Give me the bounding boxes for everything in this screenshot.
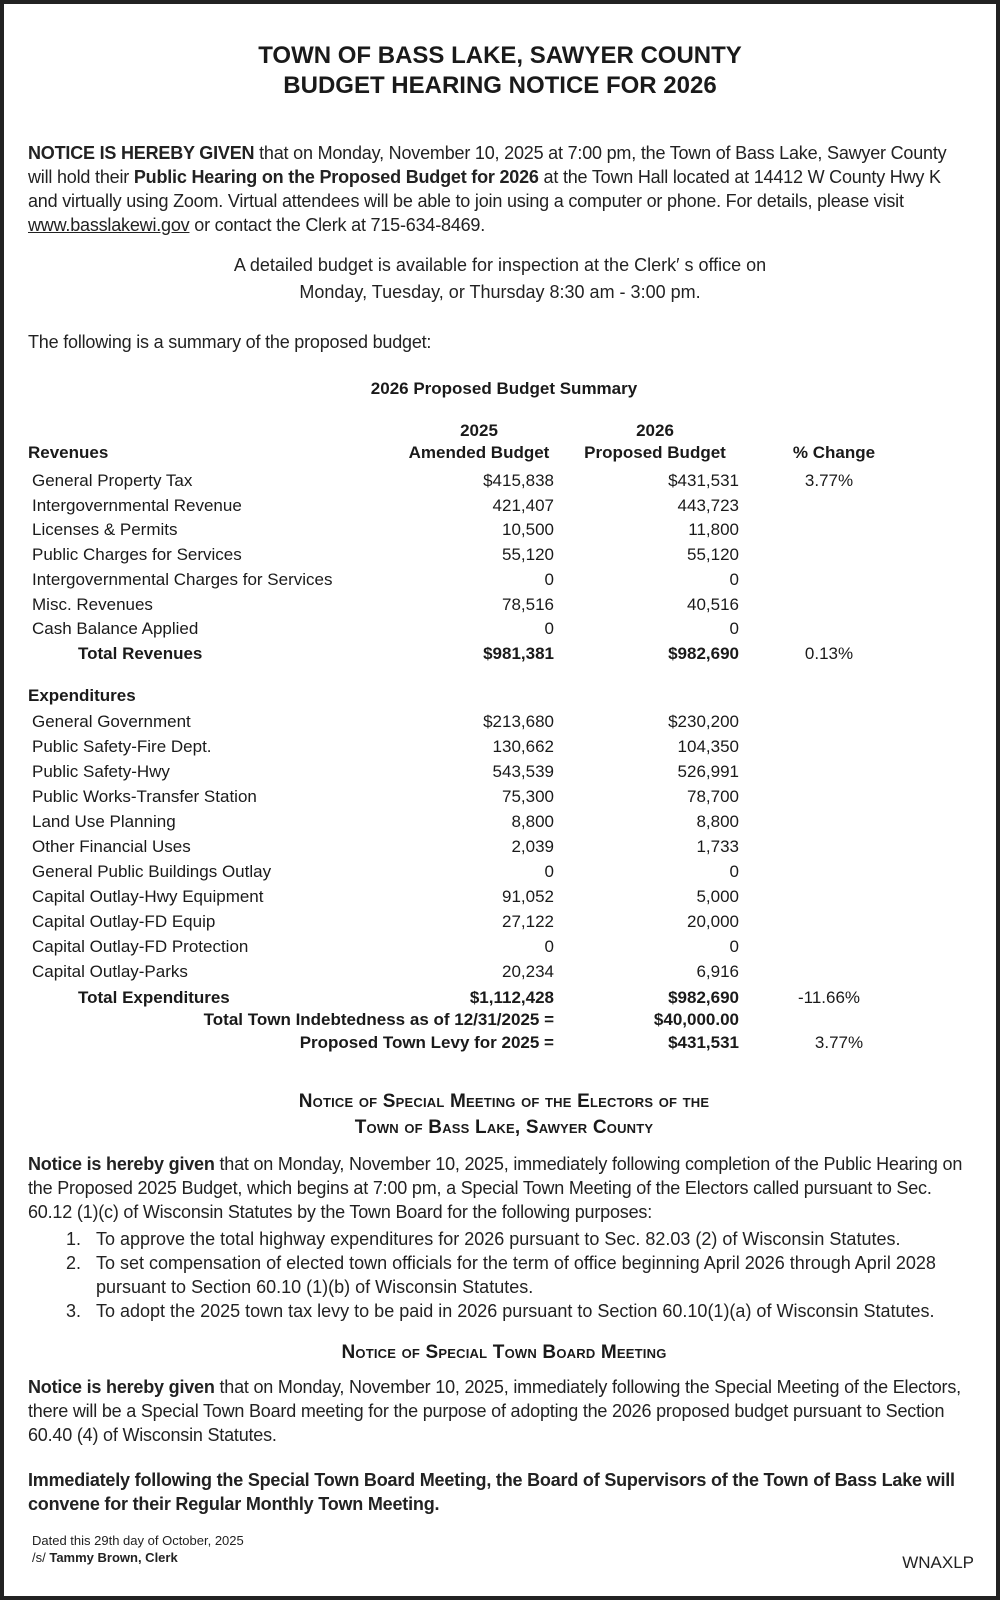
row-label: Cash Balance Applied — [32, 619, 199, 639]
special-meeting-lead: Notice is hereby given — [28, 1154, 215, 1174]
total-revenues-row — [4, 641, 996, 666]
row-proposed-2026: 11,800 — [688, 520, 739, 540]
row-amended-2025: 20,234 — [502, 962, 554, 981]
row-change: -11.66% — [797, 988, 861, 1007]
table-row — [4, 542, 996, 567]
table-row — [4, 834, 996, 859]
row-proposed-2026: 443,723 — [677, 495, 739, 515]
row-proposed-2026: 20,000 — [687, 912, 739, 931]
row-label: General Government — [32, 712, 191, 731]
row-value: $40,000.00 — [653, 1010, 739, 1029]
table-row — [4, 959, 996, 984]
row-label: General Property Tax — [32, 471, 193, 490]
row-label: Public Safety-Fire Dept. — [32, 737, 212, 756]
row-label: Public Safety-Hwy — [32, 762, 170, 781]
row-label: Other Financial Uses — [32, 837, 191, 856]
intro-text-2: at the Town Hall located at 14412 W County Hwy K and virtually using Zoom. Virtual attendees will be able to join using a computer or phone. For details, please visit — [28, 167, 941, 211]
row-amended-2025: $981,381 — [483, 644, 554, 663]
publication-code: WNAXLP — [902, 1553, 974, 1572]
row-proposed-2026: 0 — [729, 569, 739, 589]
intro-text-3: or contact the Clerk at 715-634-8469. — [189, 215, 486, 235]
row-amended-2025: 0 — [544, 569, 554, 589]
special-meeting-title-2: Town of Bass Lake, Sawyer County — [354, 1117, 654, 1138]
row-proposed-2026: 0 — [729, 862, 739, 881]
table-row — [4, 616, 996, 641]
col3-label-header: % Change — [792, 443, 876, 462]
row-amended-2025: 75,300 — [502, 787, 554, 806]
row-amended-2025: $213,680 — [483, 712, 554, 731]
special-meeting-text: that on Monday, November 10, 2025, immediately following completion of the Public Hearing on the Proposed 2025 Budget, which begins at 7:00 pm, a Special Town Meeting of the Electors called pursuant to Sec. 60.12 (1)(c) of Wisconsin Statutes by the Town Board for the following purposes: — [28, 1154, 963, 1222]
row-label: Proposed Town Levy for 2025 = — [299, 1033, 554, 1052]
row-proposed-2026: $982,690 — [668, 988, 739, 1007]
row-amended-2025: 91,052 — [502, 887, 554, 906]
row-change: 3.77% — [814, 1033, 864, 1052]
row-amended-2025: 8,800 — [511, 812, 554, 831]
closing-statement: Immediately following the Special Town Board Meeting, the Board of Supervisors of the Town of Bass Lake will convene for their Regular Monthly Town Meeting. — [28, 1470, 955, 1514]
row-proposed-2026: $230,200 — [668, 712, 739, 731]
row-change: 0.13% — [804, 644, 854, 663]
row-label: Capital Outlay-FD Equip — [32, 912, 216, 931]
table-row — [4, 784, 996, 809]
row-proposed-2026: 104,350 — [677, 737, 739, 756]
indebtedness-row — [4, 1007, 996, 1032]
summary-intro: The following is a summary of the proposed budget: — [28, 332, 432, 352]
row-label: Intergovernmental Charges for Services — [32, 569, 333, 589]
row-proposed-2026: 78,700 — [687, 787, 739, 806]
intro-paragraph — [28, 141, 968, 237]
row-value: $431,531 — [668, 1033, 739, 1052]
signature-line: /s/ Tammy Brown, Clerk — [32, 1550, 178, 1565]
table-row — [4, 934, 996, 959]
row-amended-2025: 130,662 — [492, 737, 554, 756]
row-proposed-2026: 1,733 — [696, 837, 739, 856]
table-row — [4, 567, 996, 592]
dated-line: Dated this 29th day of October, 2025 — [32, 1533, 244, 1548]
row-label: Intergovernmental Revenue — [32, 495, 242, 515]
special-meeting-paragraph — [28, 1152, 968, 1224]
row-change: 3.77% — [804, 471, 854, 490]
row-amended-2025: 78,516 — [502, 594, 554, 614]
table-row — [4, 759, 996, 784]
row-label: Total Town Indebtedness as of 12/31/2025 = — [203, 1010, 554, 1029]
intro-text-1: that on Monday, November 10, 2025 at 7:00 pm, the Town of Bass Lake, Sawyer County will hold their — [28, 143, 947, 187]
row-amended-2025: 0 — [544, 862, 554, 881]
table-row — [4, 468, 996, 493]
table-row — [4, 809, 996, 834]
table-row — [4, 859, 996, 884]
row-label: Land Use Planning — [32, 812, 176, 831]
inspection-line-2: Monday, Tuesday, or Thursday 8:30 am - 3:00 pm. — [299, 282, 701, 302]
row-proposed-2026: 40,516 — [687, 594, 739, 614]
row-label: Capital Outlay-Hwy Equipment — [32, 887, 264, 906]
row-label: Misc. Revenues — [32, 594, 153, 614]
intro-bold-2: Public Hearing on the Proposed Budget for 2026 — [133, 167, 539, 187]
revenues-header: Revenues — [28, 443, 109, 462]
table-row — [4, 517, 996, 542]
row-proposed-2026: 526,991 — [677, 762, 739, 781]
col1-label-header: Amended Budget — [408, 443, 550, 462]
row-label: Public Charges for Services — [32, 545, 242, 565]
board-meeting-text: that on Monday, November 10, 2025, immediately following the Special Meeting of the Electors, there will be a Special Town Board meeting for the purpose of adopting the 2026 proposed budget pursuant to Section 60.40 (4) of Wisconsin Statutes. — [28, 1377, 961, 1445]
purposes-list — [60, 1227, 970, 1323]
list-item: 1. To approve the total highway expenditures for 2026 pursuant to Sec. 82.03 (2) of Wisconsin Statutes. — [66, 1229, 901, 1249]
row-label: Public Works-Transfer Station — [32, 787, 257, 806]
board-meeting-title: Notice of Special Town Board Meeting — [341, 1342, 667, 1363]
table-row — [4, 709, 996, 734]
row-amended-2025: 421,407 — [492, 495, 554, 515]
row-label: General Public Buildings Outlay — [32, 862, 272, 881]
row-proposed-2026: 0 — [729, 937, 739, 956]
row-proposed-2026: 5,000 — [696, 887, 739, 906]
row-amended-2025: $415,838 — [483, 471, 554, 490]
expenditures-header: Expenditures — [28, 686, 136, 705]
row-proposed-2026: $982,690 — [668, 644, 739, 663]
col1-year-header: 2025 — [460, 421, 498, 440]
row-proposed-2026: 6,916 — [696, 962, 739, 981]
budget-notice-page — [4, 4, 996, 1596]
row-amended-2025: $1,112,428 — [469, 988, 554, 1007]
row-amended-2025: 27,122 — [502, 912, 554, 931]
col2-year-header: 2026 — [636, 421, 674, 440]
table-row — [4, 734, 996, 759]
board-meeting-paragraph — [28, 1375, 968, 1447]
notice-subtitle: BUDGET HEARING NOTICE FOR 2026 — [283, 72, 717, 99]
row-proposed-2026: $431,531 — [668, 471, 739, 490]
table-row — [4, 884, 996, 909]
table-row — [4, 909, 996, 934]
row-label: Total Revenues — [78, 644, 203, 663]
row-label: Capital Outlay-Parks — [32, 962, 188, 981]
budget-table-title: 2026 Proposed Budget Summary — [370, 379, 638, 398]
list-item: 2. To set compensation of elected town officials for the term of office beginning April 2026 through April 2028 pursuant to Section 60.10 (1)(b) of Wisconsin Statutes. — [66, 1253, 936, 1297]
row-amended-2025: 0 — [544, 619, 554, 639]
table-row — [4, 493, 996, 518]
footer-dated — [32, 1532, 244, 1566]
row-amended-2025: 2,039 — [511, 837, 554, 856]
row-amended-2025: 0 — [544, 937, 554, 956]
row-amended-2025: 55,120 — [502, 545, 554, 565]
board-meeting-lead: Notice is hereby given — [28, 1377, 215, 1397]
website-link[interactable]: www.basslakewi.gov — [28, 215, 190, 235]
row-amended-2025: 10,500 — [502, 520, 554, 540]
clerk-signature: Tammy Brown, Clerk — [49, 1550, 178, 1565]
row-amended-2025: 543,539 — [492, 762, 554, 781]
special-meeting-title-1: Notice of Special Meeting of the Electors of the — [298, 1091, 710, 1112]
row-proposed-2026: 55,120 — [687, 545, 739, 565]
row-label: Total Expenditures — [78, 988, 230, 1007]
levy-row — [4, 1030, 996, 1055]
row-proposed-2026: 8,800 — [696, 812, 739, 831]
table-row — [4, 592, 996, 617]
row-label: Capital Outlay-FD Protection — [32, 937, 249, 956]
intro-lead: NOTICE IS HEREBY GIVEN — [28, 143, 255, 163]
row-proposed-2026: 0 — [729, 619, 739, 639]
row-label: Licenses & Permits — [32, 520, 178, 540]
notice-title: TOWN OF BASS LAKE, SAWYER COUNTY — [258, 42, 742, 69]
inspection-line-1: A detailed budget is available for inspection at the Clerk′ s office on — [233, 255, 767, 275]
list-item: 3. To adopt the 2025 town tax levy to be paid in 2026 pursuant to Section 60.10(1)(a) of Wisconsin Statutes. — [66, 1301, 935, 1321]
col2-label-header: Proposed Budget — [584, 443, 726, 462]
